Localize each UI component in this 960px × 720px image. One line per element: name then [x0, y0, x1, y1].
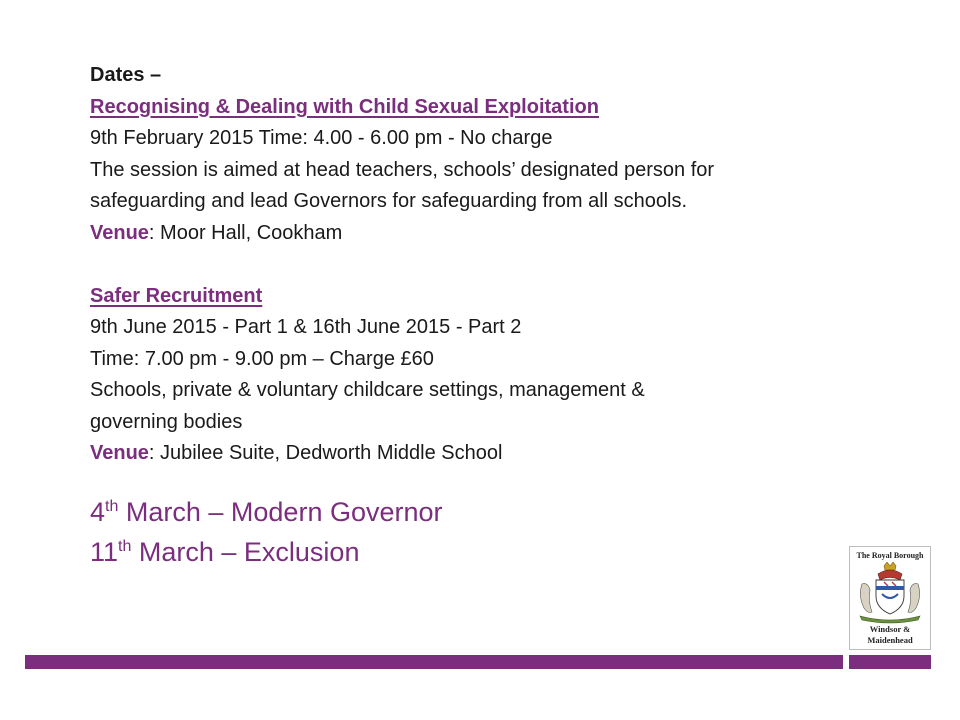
royal-borough-logo: [849, 546, 931, 650]
event2-venue: [90, 438, 850, 470]
event2-title-link[interactable]: Safer Recruitment: [90, 284, 263, 307]
event1-title-line: [90, 92, 850, 124]
upcoming-day-suffix: th: [105, 497, 119, 515]
event2-time-charge: Time: 7.00 pm - 9.00 pm – Charge £60: [90, 347, 434, 370]
event2-venue-value: : Jubilee Suite, Dedworth Middle School: [148, 442, 503, 464]
event1-title-link[interactable]: Recognising & Dealing with Child Sexual Exploitation: [90, 95, 599, 118]
slide-content: [90, 60, 850, 572]
upcoming-day: 11: [90, 536, 119, 567]
upcoming-day-suffix: th: [118, 537, 132, 555]
event1-venue-value: : Moor Hall, Cookham: [148, 221, 343, 244]
event2-dates: 9th June 2015 - Part 1 & 16th June 2015 - Part 2: [90, 316, 522, 338]
event1-description-line1: The session is aimed at head teachers, schools’ designated person for: [90, 158, 715, 181]
event1-date-time: 9th February 2015 Time: 4.00 - 6.00 pm - No charge: [90, 127, 553, 149]
footer-accent-bar-right: [849, 655, 931, 669]
footer-accent-bar: [25, 655, 843, 669]
logo-bottom-line2: Maidenhead: [867, 634, 913, 645]
logo-bottom-line1: Windsor &: [869, 624, 911, 634]
upcoming-day: 4: [90, 496, 106, 527]
upcoming-text: March – Modern Governor: [118, 496, 443, 527]
dates-heading: Dates –: [90, 64, 162, 86]
event2-audience-line2: governing bodies: [90, 410, 243, 433]
event2-title-line: [90, 281, 850, 313]
coat-of-arms-icon: [854, 562, 926, 624]
section-spacer: [90, 470, 850, 492]
upcoming-item-modern-governor: [90, 492, 850, 532]
section-spacer: [90, 249, 850, 281]
upcoming-text: March – Exclusion: [131, 536, 360, 567]
event2-venue-label: Venue: [90, 442, 149, 464]
logo-top-text: The Royal Borough: [856, 551, 924, 560]
event2-audience-line1: Schools, private & voluntary childcare settings, management &: [90, 379, 645, 401]
upcoming-item-exclusion: [90, 532, 850, 572]
event1-description-line2: safeguarding and lead Governors for safeguarding from all schools.: [90, 190, 688, 212]
event1-venue: [90, 218, 850, 250]
event1-venue-label: Venue: [90, 221, 149, 244]
